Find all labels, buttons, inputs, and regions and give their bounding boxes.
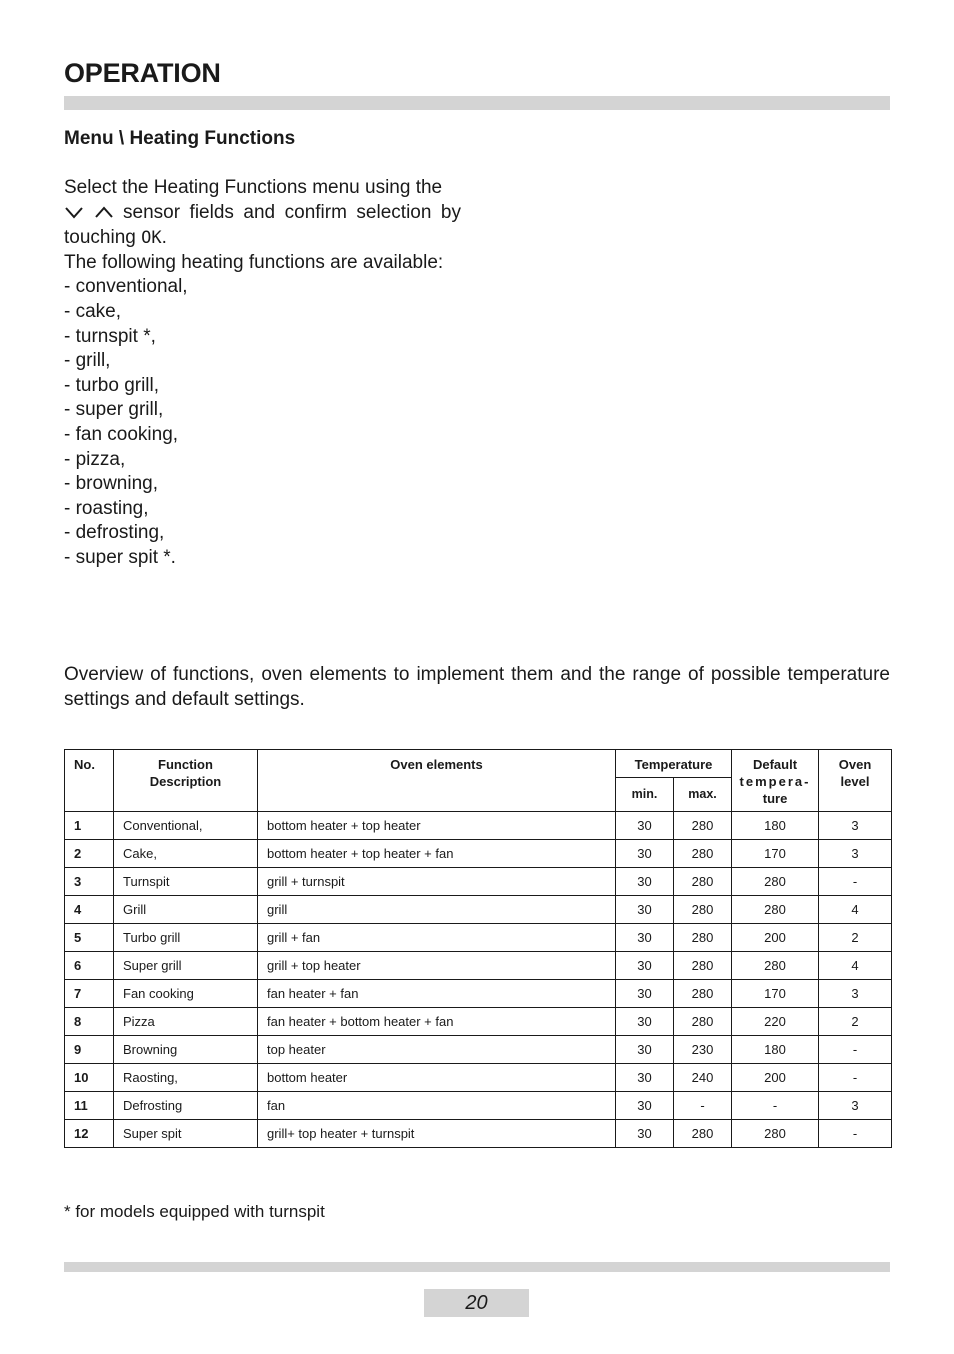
function-list-item: - grill, bbox=[64, 350, 111, 372]
temp-max-cell: - bbox=[674, 1092, 732, 1120]
oven-level-cell: 3 bbox=[819, 840, 892, 868]
table-row bbox=[65, 1036, 892, 1064]
row-number-cell: 2 bbox=[65, 840, 114, 868]
header-divider bbox=[64, 96, 890, 110]
temp-min-cell: 30 bbox=[616, 1064, 674, 1092]
function-list-item: - conventional, bbox=[64, 276, 188, 298]
oven-elements-cell: bottom heater + top heater + fan bbox=[258, 840, 616, 868]
table-row bbox=[65, 1064, 892, 1092]
function-name-cell: Grill bbox=[114, 896, 258, 924]
temp-min-cell: 30 bbox=[616, 980, 674, 1008]
default-temp-cell: 200 bbox=[732, 924, 819, 952]
default-temp-cell: 200 bbox=[732, 1064, 819, 1092]
table-body bbox=[65, 812, 892, 1148]
header-default-line1: Default bbox=[752, 757, 798, 772]
function-name-cell: Raosting, bbox=[114, 1064, 258, 1092]
header-function-line1: Function bbox=[158, 757, 213, 772]
function-list-item: - fan cooking, bbox=[64, 423, 179, 445]
default-temp-cell: 170 bbox=[732, 840, 819, 868]
section-heading: Menu \ Heating Functions bbox=[64, 128, 296, 149]
intro-line1: Select the Heating Functions menu using the bbox=[64, 177, 443, 198]
oven-level-cell: 2 bbox=[819, 1008, 892, 1036]
table-row bbox=[65, 1008, 892, 1036]
temp-max-cell: 230 bbox=[674, 1036, 732, 1064]
table-row bbox=[65, 812, 892, 840]
header-default-line3: ture bbox=[762, 791, 788, 806]
oven-level-cell: 3 bbox=[819, 812, 892, 840]
function-list-item: - cake, bbox=[64, 300, 122, 322]
temp-max-cell: 280 bbox=[674, 868, 732, 896]
row-number-cell: 9 bbox=[65, 1036, 114, 1064]
row-number-cell: 1 bbox=[65, 812, 114, 840]
temp-max-cell: 280 bbox=[674, 896, 732, 924]
table-row bbox=[65, 980, 892, 1008]
function-list-item: - super spit *. bbox=[64, 546, 176, 568]
function-name-cell: Conventional, bbox=[114, 812, 258, 840]
function-name-cell: Turbo grill bbox=[114, 924, 258, 952]
function-list-item: - browning, bbox=[64, 473, 158, 495]
temp-max-cell: 240 bbox=[674, 1064, 732, 1092]
temp-max-cell: 280 bbox=[674, 980, 732, 1008]
row-number-cell: 4 bbox=[65, 896, 114, 924]
function-name-cell: Browning bbox=[114, 1036, 258, 1064]
table-row bbox=[65, 1092, 892, 1120]
oven-elements-cell: grill+ top heater + turnspit bbox=[258, 1120, 616, 1148]
table-row bbox=[65, 840, 892, 868]
header-level bbox=[819, 750, 892, 812]
function-list-item: - pizza, bbox=[64, 448, 126, 470]
row-number-cell: 7 bbox=[65, 980, 114, 1008]
header-default bbox=[732, 750, 819, 812]
function-list-item: - turbo grill, bbox=[64, 374, 160, 396]
temp-min-cell: 30 bbox=[616, 868, 674, 896]
temp-max-cell: 280 bbox=[674, 1120, 732, 1148]
temp-min-cell: 30 bbox=[616, 1036, 674, 1064]
table-row bbox=[65, 924, 892, 952]
temp-min-cell: 30 bbox=[616, 924, 674, 952]
function-name-cell: Cake, bbox=[114, 840, 258, 868]
header-level-line1: Oven bbox=[838, 757, 872, 772]
header-no: No. bbox=[65, 750, 114, 812]
function-name-cell: Super spit bbox=[114, 1120, 258, 1148]
footnote: * for models equipped with turnspit bbox=[64, 1202, 325, 1221]
function-name-cell: Defrosting bbox=[114, 1092, 258, 1120]
default-temp-cell: 180 bbox=[732, 812, 819, 840]
overview-text: Overview of functions, oven elements to implement them and the range of possible temperature settings and default settings. bbox=[64, 664, 890, 710]
header-elements: Oven elements bbox=[258, 750, 616, 812]
temp-min-cell: 30 bbox=[616, 896, 674, 924]
default-temp-cell: 280 bbox=[732, 1120, 819, 1148]
header-function bbox=[114, 750, 258, 812]
row-number-cell: 11 bbox=[65, 1092, 114, 1120]
oven-elements-cell: top heater bbox=[258, 1036, 616, 1064]
function-list-item: - turnspit *, bbox=[64, 325, 156, 347]
header-level-line2: level bbox=[840, 774, 870, 789]
sensor-text: sensor fields and confirm selection by touching bbox=[64, 201, 461, 249]
oven-level-cell: 3 bbox=[819, 1092, 892, 1120]
temp-max-cell: 280 bbox=[674, 924, 732, 952]
oven-level-cell: 3 bbox=[819, 980, 892, 1008]
temp-min-cell: 30 bbox=[616, 1120, 674, 1148]
oven-level-cell: - bbox=[819, 1036, 892, 1064]
oven-elements-cell: grill + turnspit bbox=[258, 868, 616, 896]
row-number-cell: 12 bbox=[65, 1120, 114, 1148]
oven-level-cell: - bbox=[819, 1064, 892, 1092]
table-row bbox=[65, 1120, 892, 1148]
table-row bbox=[65, 896, 892, 924]
ok-suffix: . bbox=[161, 227, 167, 249]
oven-elements-cell: fan bbox=[258, 1092, 616, 1120]
function-name-cell: Pizza bbox=[114, 1008, 258, 1036]
intro-text bbox=[64, 176, 461, 571]
header-min: min. bbox=[616, 778, 674, 812]
oven-elements-cell: fan heater + bottom heater + fan bbox=[258, 1008, 616, 1036]
row-number-cell: 6 bbox=[65, 952, 114, 980]
oven-level-cell: 4 bbox=[819, 952, 892, 980]
table-row bbox=[65, 868, 892, 896]
oven-elements-cell: grill bbox=[258, 896, 616, 924]
intro-instructions bbox=[64, 176, 461, 251]
row-number-cell: 5 bbox=[65, 924, 114, 952]
temp-max-cell: 280 bbox=[674, 840, 732, 868]
default-temp-cell: 180 bbox=[732, 1036, 819, 1064]
header-default-line2: tempera- bbox=[739, 774, 811, 789]
row-number-cell: 10 bbox=[65, 1064, 114, 1092]
temp-min-cell: 30 bbox=[616, 1092, 674, 1120]
temp-min-cell: 30 bbox=[616, 952, 674, 980]
default-temp-cell: 220 bbox=[732, 1008, 819, 1036]
oven-elements-cell: grill + top heater bbox=[258, 952, 616, 980]
oven-elements-cell: fan heater + fan bbox=[258, 980, 616, 1008]
header-temperature: Temperature bbox=[616, 750, 732, 778]
oven-elements-cell: bottom heater + top heater bbox=[258, 812, 616, 840]
header-function-line2: Description bbox=[149, 774, 222, 789]
page-number: 20 bbox=[424, 1289, 529, 1317]
available-text: The following heating functions are available: bbox=[64, 251, 444, 273]
function-list-item: - defrosting, bbox=[64, 522, 165, 544]
ok-key-label: OK bbox=[141, 228, 162, 249]
row-number-cell: 8 bbox=[65, 1008, 114, 1036]
temp-min-cell: 30 bbox=[616, 812, 674, 840]
function-name-cell: Fan cooking bbox=[114, 980, 258, 1008]
default-temp-cell: 280 bbox=[732, 868, 819, 896]
oven-level-cell: 2 bbox=[819, 924, 892, 952]
function-list bbox=[64, 275, 461, 570]
page-title: OPERATION bbox=[64, 58, 221, 88]
oven-elements-cell: grill + fan bbox=[258, 924, 616, 952]
oven-level-cell: - bbox=[819, 868, 892, 896]
temp-min-cell: 30 bbox=[616, 840, 674, 868]
function-list-item: - roasting, bbox=[64, 497, 149, 519]
chevron-down-icon bbox=[64, 202, 84, 227]
header-max: max. bbox=[674, 778, 732, 812]
heating-functions-table bbox=[64, 749, 892, 1148]
footer-divider bbox=[64, 1262, 890, 1272]
temp-max-cell: 280 bbox=[674, 812, 732, 840]
default-temp-cell: 280 bbox=[732, 896, 819, 924]
chevron-up-icon bbox=[94, 202, 114, 227]
oven-elements-cell: bottom heater bbox=[258, 1064, 616, 1092]
temp-min-cell: 30 bbox=[616, 1008, 674, 1036]
table-row bbox=[65, 952, 892, 980]
temp-max-cell: 280 bbox=[674, 1008, 732, 1036]
row-number-cell: 3 bbox=[65, 868, 114, 896]
default-temp-cell: 280 bbox=[732, 952, 819, 980]
function-list-item: - super grill, bbox=[64, 399, 164, 421]
oven-level-cell: 4 bbox=[819, 896, 892, 924]
temp-max-cell: 280 bbox=[674, 952, 732, 980]
default-temp-cell: 170 bbox=[732, 980, 819, 1008]
default-temp-cell: - bbox=[732, 1092, 819, 1120]
function-name-cell: Turnspit bbox=[114, 868, 258, 896]
function-name-cell: Super grill bbox=[114, 952, 258, 980]
oven-level-cell: - bbox=[819, 1120, 892, 1148]
